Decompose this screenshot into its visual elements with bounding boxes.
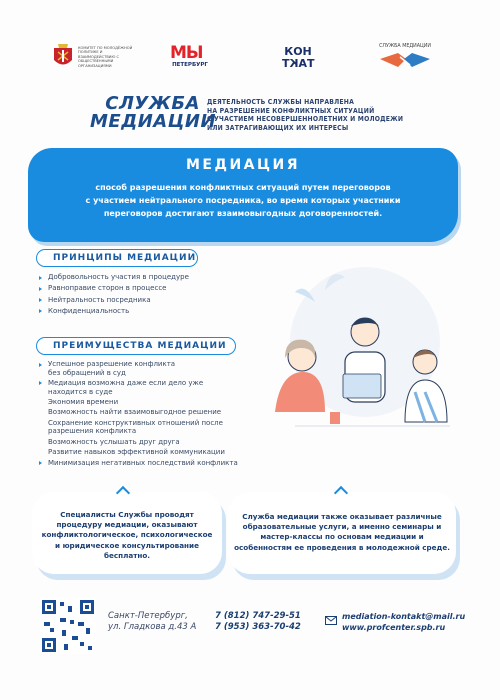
principles-list [38, 272, 238, 317]
service-title [90, 93, 217, 132]
desc-line: ДЕЯТЕЛЬНОСТЬ СЛУЖБЫ НАПРАВЛЕНА [207, 98, 355, 106]
list-item: Равноправие сторон в процессе [38, 283, 238, 294]
list-item: Конфиденциальность [38, 306, 238, 317]
list-item: Экономия времени [48, 397, 119, 406]
list-item: Успешное разрешение конфликта без обращений в суд [38, 360, 188, 377]
committee-logo-text: КОМИТЕТ ПО МОЛОДЁЖНОЙ ПОЛИТИКЕ И ВЗАИМОДЕЙСТВИЮ С ОБЩЕСТВЕННЫМИ ОРГАНИЗАЦИЯМИ [78, 46, 133, 68]
desc-line: С УЧАСТИЕМ НЕСОВЕРШЕННОЛЕТНИХ И МОЛОДЕЖИ [207, 115, 404, 124]
list-item: Развитие навыков эффективной коммуникации [48, 448, 225, 457]
service-description [207, 98, 457, 132]
banner-definition [48, 181, 438, 220]
desc-line: ИЛИ ЗАТРАГИВАЮЩИХ ИХ ИНТЕРЕСЫ [207, 123, 349, 132]
list-item: Возможность услышать друг друга [48, 437, 180, 446]
phone-numbers [215, 611, 325, 633]
chevron-up-icon [334, 486, 348, 500]
title-line-1: СЛУЖБА [105, 93, 200, 114]
principles-heading: ПРИНЦИПЫ МЕДИАЦИИ [36, 249, 198, 267]
phone-link[interactable]: 7 (812) 747-29-51 [215, 611, 301, 621]
qr-code-icon[interactable] [40, 598, 96, 654]
free-services-card [32, 492, 222, 574]
desc-line: НА РАЗРЕШЕНИЕ КОНФЛИКТНЫХ СИТУАЦИЙ [207, 106, 375, 115]
advantages-list [38, 360, 268, 469]
my-logo-subtext: ПЕТЕРБУРГ [172, 62, 208, 68]
phone-link[interactable]: 7 (953) 363-70-42 [215, 622, 301, 632]
list-item: Медиация возможна даже если дело уже находится в суде [38, 379, 208, 396]
my-petersburg-logo [170, 44, 228, 74]
list-item: Добровольность участия в процедуре [38, 272, 238, 283]
handshake-icon [370, 49, 440, 73]
education-services-card [228, 492, 456, 574]
kontakt-logo-top: КОН [284, 45, 312, 58]
kontakt-logo-bottom: ТАКТ [281, 57, 315, 70]
mediation-people-illustration [255, 262, 465, 462]
title-line-2: МЕДИАЦИИ [90, 111, 217, 132]
free-services-text: Специалисты Службы проводят процедуру медиации, оказывают конфликтологическое, психологическое и юридическое консультирование бесплатно. [41, 510, 213, 560]
banner-line: с участием нейтрального посредника, во время которых участники [85, 196, 401, 205]
advantages-heading: ПРЕИМУЩЕСТВА МЕДИАЦИИ [36, 337, 236, 355]
website-link[interactable]: www.profcenter.spb.ru [342, 623, 446, 632]
logo-row [48, 40, 448, 80]
list-item: Минимизация негативных последствий конфликта [38, 459, 268, 468]
address [108, 611, 208, 633]
banner-title: МЕДИАЦИЯ [185, 157, 300, 173]
mediation-definition-banner [28, 148, 458, 242]
list-item: Нейтральность посредника [38, 295, 238, 306]
list-item: Возможность найти взаимовыгодное решение [48, 408, 222, 417]
kontakt-logo [280, 46, 316, 76]
banner-line: способ разрешения конфликтных ситуаций путем переговоров [95, 183, 391, 192]
mediation-service-logo [370, 44, 440, 74]
mediation-logo-label: СЛУЖБА МЕДИАЦИИ [379, 44, 431, 49]
my-logo-text: МЫ [170, 43, 203, 63]
email-link[interactable]: mediation-kontakt@mail.ru [342, 612, 466, 621]
mail-icon [325, 616, 337, 625]
spb-crest-icon [52, 42, 74, 70]
address-city: Санкт-Петербург, [108, 611, 188, 621]
list-item: Сохранение конструктивных отношений после разрешения конфликта [48, 418, 223, 436]
education-services-text: Служба медиации также оказывает различные образовательные услуги, а именно семинары и мастер-классы по основам медиации и особенностям ее проведения в молодежной среде. [234, 512, 450, 552]
banner-line: переговоров достигают взаимовыгодных договоренностей. [103, 209, 383, 218]
address-street: ул. Гладкова д.43 А [108, 622, 197, 632]
chevron-up-icon [116, 486, 130, 500]
online-contacts [342, 611, 472, 633]
